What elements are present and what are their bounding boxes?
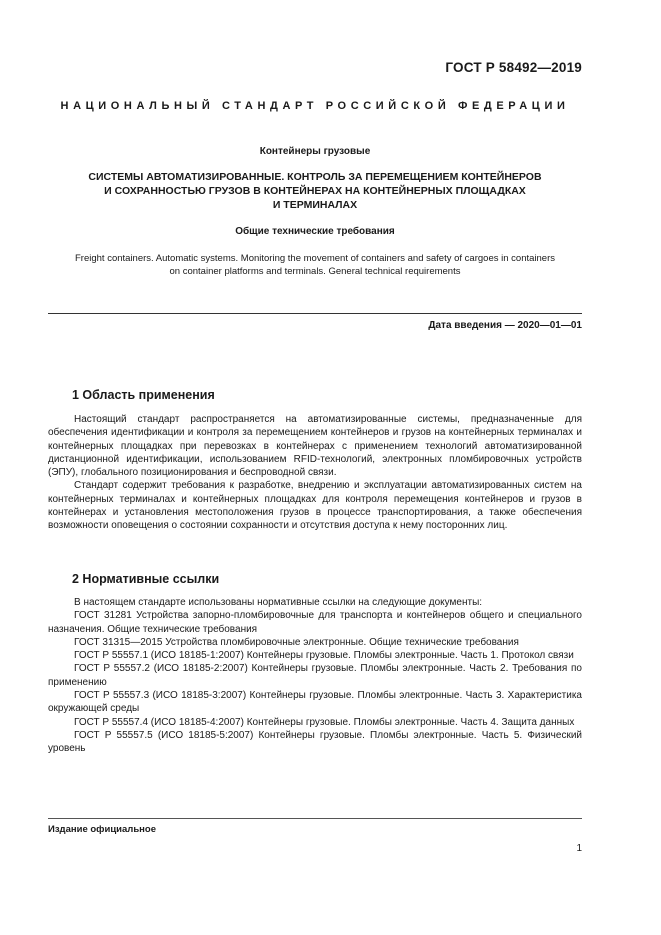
category-title: Контейнеры грузовые [259, 146, 371, 157]
main-title-line: СИСТЕМЫ АВТОМАТИЗИРОВАННЫЕ. КОНТРОЛЬ ЗА ПЕРЕМЕЩЕНИЕМ КОНТЕЙНЕРОВ [88, 171, 542, 183]
references-intro: В настоящем стандарте использованы нормативные ссылки на следующие документы: [74, 597, 483, 608]
main-title-line: И ТЕРМИНАЛАХ [272, 199, 358, 211]
main-title [48, 170, 582, 212]
section-1-body [48, 413, 582, 533]
page-number: 1 [576, 843, 582, 854]
main-title-line: И СОХРАННОСТЬЮ ГРУЗОВ В КОНТЕЙНЕРАХ НА КОНТЕЙНЕРНЫХ ПЛОЩАДКАХ [104, 185, 526, 197]
reference-item: ГОСТ 31315—2015 Устройства пломбировочные электронные. Общие технические требования [74, 636, 519, 648]
reference-item: ГОСТ Р 55557.1 (ИСО 18185-1:2007) Контейнеры грузовые. Пломбы электронные. Часть 1. Протокол связи [74, 650, 574, 662]
reference-item: ГОСТ Р 55557.3 (ИСО 18185-3:2007) Контейнеры грузовые. Пломбы электронные. Часть 3. Характеристика окружающей среды [48, 690, 582, 715]
section-2-heading: 2 Нормативные ссылки [72, 572, 220, 586]
english-title-line: on container platforms and terminals. General technical requirements [169, 266, 461, 277]
section-1-heading: 1 Область применения [72, 388, 215, 402]
header-divider [48, 313, 582, 314]
subtitle: Общие технические требования [235, 226, 395, 237]
footer-divider [48, 818, 582, 819]
introduction-date: Дата введения — 2020—01—01 [428, 320, 582, 331]
references-list [48, 596, 582, 756]
reference-item: ГОСТ 31281 Устройства запорно-пломбировочные для транспорта и контейнеров общего и специального назначения. Общие технические требования [48, 610, 582, 635]
reference-item: ГОСТ Р 55557.2 (ИСО 18185-2:2007) Контейнеры грузовые. Пломбы электронные. Часть 2. Требования по применению [48, 663, 582, 688]
reference-item: ГОСТ Р 55557.4 (ИСО 18185-4:2007) Контейнеры грузовые. Пломбы электронные. Часть 4. Защита данных [74, 716, 575, 728]
paragraph: Настоящий стандарт распространяется на автоматизированные системы, предназначенные для обеспечения идентификации и контроля за перемещением контейнеров и грузов на контейнерных терминалах и контейнерных площадках при перевозках в контейнерах с применением технологий автоматизированной дистанционной идентификации, использованием RFID-технологий, электронных пломбировочных устройств (ЭПУ), глобального позиционирования и беспроводной связи. [48, 414, 582, 479]
english-title-line: Freight containers. Automatic systems. Monitoring the movement of containers and safety of cargoes in containers [75, 253, 555, 264]
paragraph: Стандарт содержит требования к разработке, внедрению и эксплуатации автоматизированных систем на контейнерных терминалах и контейнерных площадках для контроля перемещения контейнеров и грузов в контейнерах и установления местоположения грузов в процессе транспортирования, а также обеспечения возможности оповещения о состоянии сохранности и отсутствия доступа к нему посторонних лиц. [48, 480, 582, 532]
english-title [48, 252, 582, 278]
national-standard-banner: НАЦИОНАЛЬНЫЙ СТАНДАРТ РОССИЙСКОЙ ФЕДЕРАЦИИ [60, 100, 570, 112]
document-code: ГОСТ Р 58492—2019 [445, 60, 582, 75]
official-edition-note: Издание официальное [48, 824, 156, 835]
reference-item: ГОСТ Р 55557.5 (ИСО 18185-5:2007) Контейнеры грузовые. Пломбы электронные. Часть 5. Физический уровень [48, 729, 582, 755]
